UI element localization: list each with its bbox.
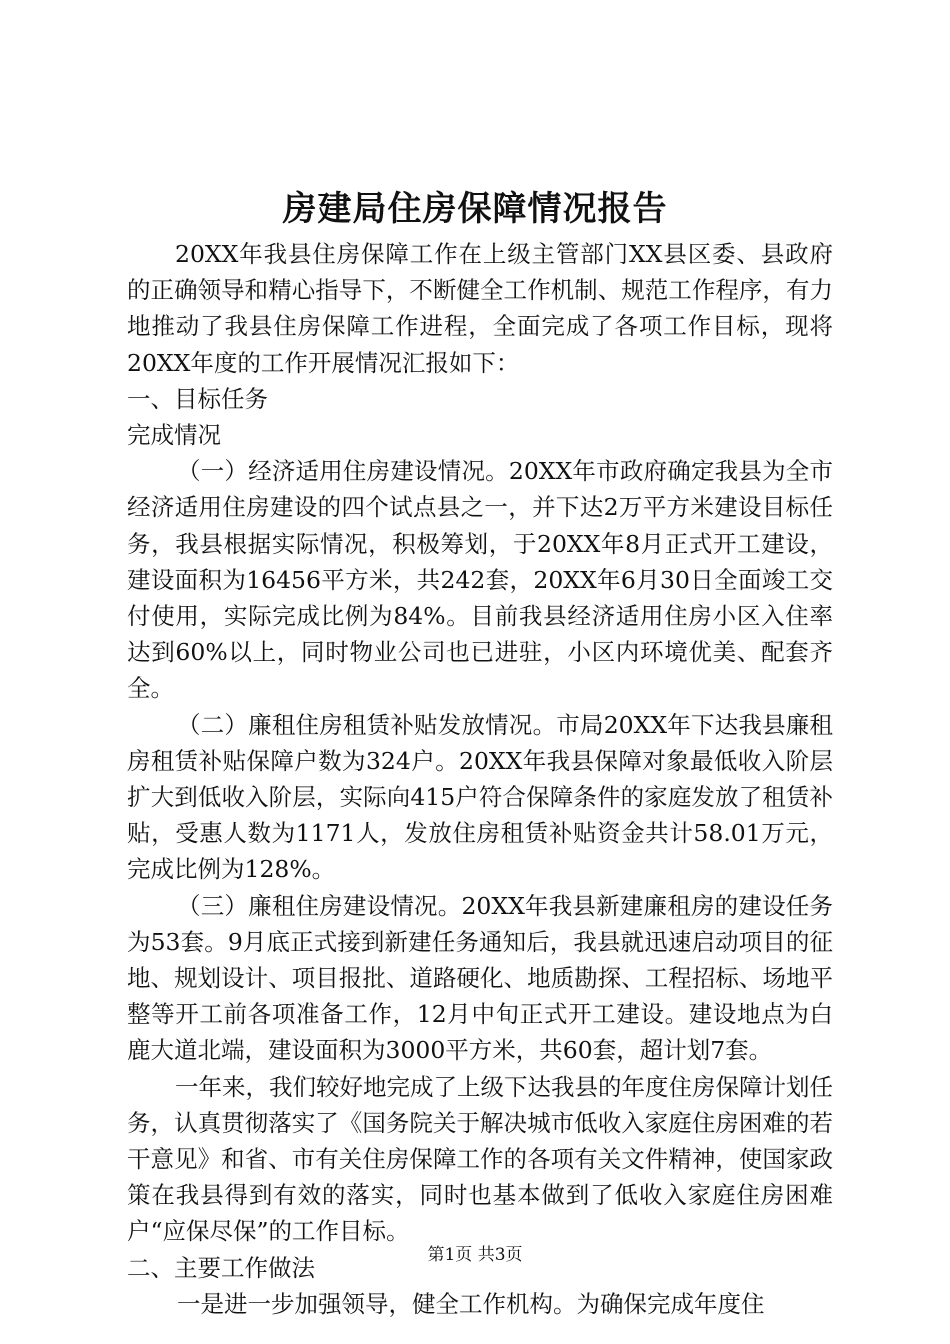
paragraph-summary: 一年来，我们较好地完成了上级下达我县的年度住房保障计划任务，认真贯彻落实了《国务院关于解决城市低收入家庭住房困难的若干意见》和省、市有关住房保障工作的各项有关文件精神，使国家政策在我县得到有效的落实，同时也基本做到了低收入家庭住房困难户“应保尽保”的工作目标。 (127, 1072, 833, 1246)
intro-paragraph: 20XX年我县住房保障工作在上级主管部门XX县区委、县政府的正确领导和精心指导下，不断健全工作机制、规范工作程序，有力地推动了我县住房保障工作进程，全面完成了各项工作目标，现将20XX年度的工作开展情况汇报如下： (127, 240, 833, 377)
document-body (127, 236, 833, 1322)
paragraph-affordable-housing: （一）经济适用住房建设情况。20XX年市政府确定我县为全市经济适用住房建设的四个试点县之一，并下达2万平方米建设目标任务，我县根据实际情况，积极筹划，于20XX年8月正式开工建设，建设面积为16456平方米，共242套，20XX年6月30日全面竣工交付使用，实际完成比例为84%。目前我县经济适用住房小区入住率达到60%以上，同时物业公司也已进驻，小区内环境优美、配套齐全。 (127, 457, 833, 703)
page-footer: 第1页 共3页 (427, 1245, 523, 1265)
paragraph-lowrent-construction: （三）廉租住房建设情况。20XX年我县新建廉租房的建设任务为53套。9月底正式接到新建任务通知后，我县就迅速启动项目的征地、规划设计、项目报批、道路硬化、地质勘探、工程招标、场地平整等开工前各项准备工作，12月中旬正式开工建设。建设地点为白鹿大道北端，建设面积为3000平方米，共60套，超计划7套。 (127, 891, 833, 1065)
paragraph-rent-subsidy: （二）廉租住房租赁补贴发放情况。市局20XX年下达我县廉租房租赁补贴保障户数为324户。20XX年我县保障对象最低收入阶层扩大到低收入阶层，实际向415户符合保障条件的家庭发放了租赁补贴，受惠人数为1171人，发放住房租赁补贴资金共计58.01万元，完成比例为128%。 (127, 710, 833, 884)
section-heading-goals: 一、目标任务 (127, 384, 268, 413)
section-heading-methods: 二、主要工作做法 (127, 1253, 315, 1282)
paragraph-leadership: 一是进一步加强领导，健全工作机构。为确保完成年度住 (177, 1289, 765, 1318)
document-title: 房建局住房保障情况报告 (282, 189, 668, 229)
section-subheading-completion: 完成情况 (127, 421, 221, 450)
